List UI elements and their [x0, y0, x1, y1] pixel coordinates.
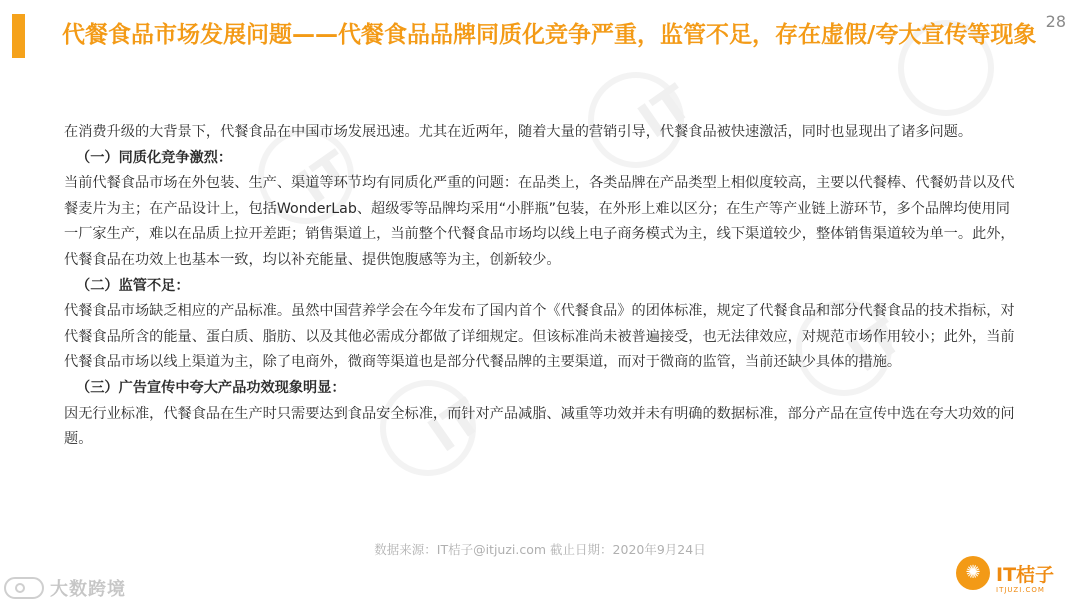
- watermark-mark: IT: [288, 140, 363, 216]
- camera-watermark-icon: [4, 577, 44, 599]
- orange-slice-icon: ✺: [956, 556, 990, 590]
- body-text: [64, 120, 1024, 453]
- section-text-homogenization: 当前代餐食品市场在外包装、生产、渠道等环节均有同质化严重的问题：在品类上，各类品牌在产品类型上相似度较高，主要以代餐棒、代餐奶昔以及代餐麦片为主；在产品设计上，包括WonderLab、超级零等品牌均采用“小胖瓶”包装，在外形上难以区分；在生产等产业链上游环节，多个品牌均使用同一厂家生产，难以在品质上拉开差距；销售渠道上，当前整个代餐食品市场均以线上电子商务模式为主，线下渠道较少，整体销售渠道较为单一。此外，代餐食品在功效上也基本一致，均以补充能量、提供饱腹感等为主，创新较少。: [64, 175, 1015, 268]
- section-heading-advertising: （三）广告宣传中夸大产品功效现象明显：: [76, 379, 346, 396]
- footer-brand-url: ITJUZI.COM: [996, 586, 1045, 594]
- watermark-mark: IT: [838, 308, 913, 384]
- section-heading-homogenization: （一）同质化竞争激烈：: [76, 149, 233, 166]
- watermark-mark: IT: [628, 74, 703, 150]
- title-accent-bar: [12, 14, 25, 58]
- section-text-regulation: 代餐食品市场缺乏相应的产品标准。虽然中国营养学会在今年发布了国内首个《代餐食品》的团体标准，规定了代餐食品和部分代餐食品的技术指标，对代餐食品所含的能量、蛋白质、脂肪、以及其他必需成分都做了详细规定。但该标准尚未被普遍接受，也无法律效应，对规范市场作用较小；此外，当前代餐食品市场以线上渠道为主，除了电商外，微商等渠道也是部分代餐品牌的主要渠道，而对于微商的监管，当前还缺少具体的措施。: [64, 303, 1015, 371]
- watermark-mark: IT: [418, 388, 493, 464]
- footer-brand-logo: [956, 554, 1066, 602]
- intro-paragraph: 在消费升级的大背景下，代餐食品在中国市场发展迅速。尤其在近两年，随着大量的营销引导，代餐食品被快速激活，同时也显现出了诸多问题。: [64, 124, 973, 140]
- section-heading-regulation: （二）监管不足：: [76, 277, 190, 294]
- footer-brand-name: IT桔子: [996, 564, 1055, 586]
- page-number: 28: [1045, 12, 1066, 31]
- section-text-advertising: 因无行业标准，代餐食品在生产时只需要达到食品安全标准，而针对产品减脂、减重等功效并未有明确的数据标准，部分产品在宣传中选在夸大功效的问题。: [64, 405, 1015, 448]
- footer-left-watermark: [4, 572, 126, 604]
- data-source-line: 数据来源：IT桔子@itjuzi.com 截止日期：2020年9月24日: [374, 542, 706, 557]
- page-title: 代餐食品市场发展问题——代餐食品品牌同质化竞争严重，监管不足，存在虚假/夸大宣传等现象: [62, 22, 1037, 48]
- footer-left-brand: 大数跨境: [50, 579, 126, 600]
